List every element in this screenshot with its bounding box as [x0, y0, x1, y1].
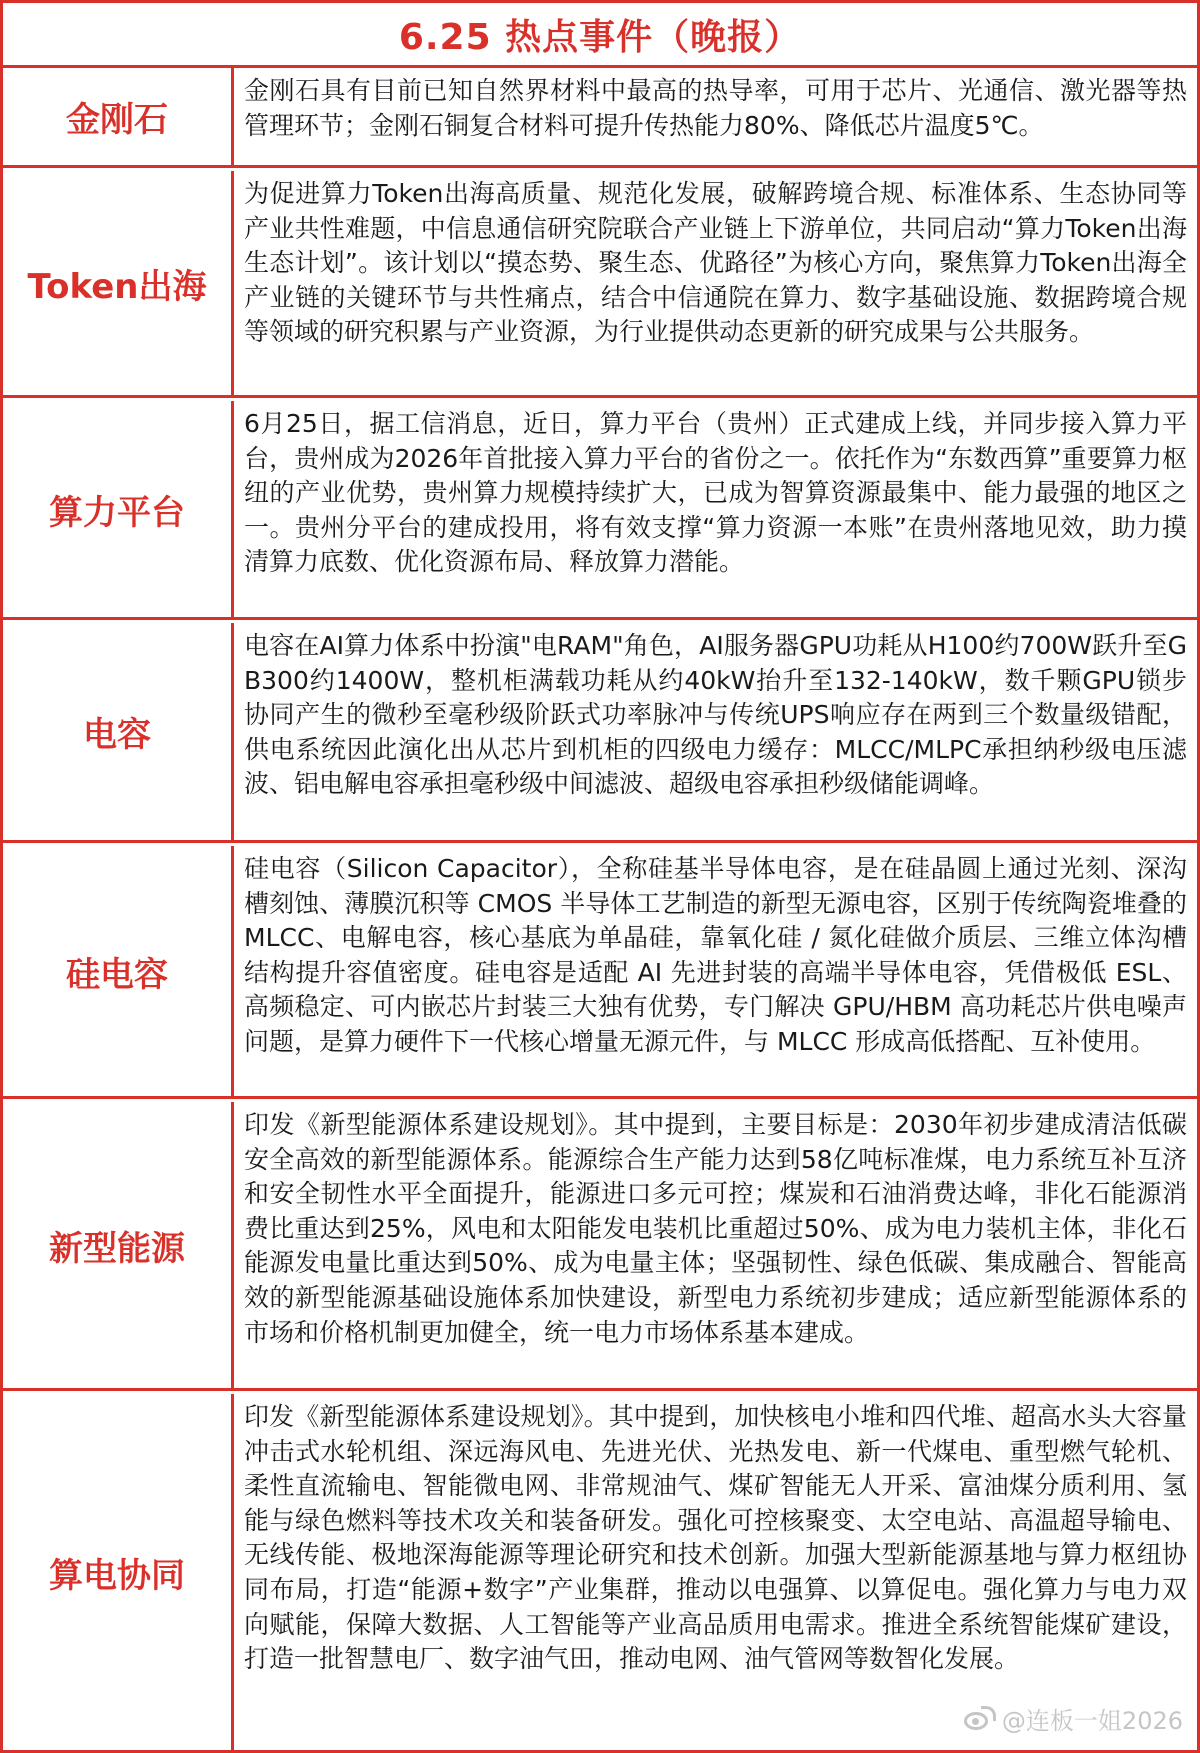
row-label-cell [3, 68, 234, 165]
row-label: 金刚石 [66, 100, 168, 140]
row-text: 为促进算力Token出海高质量、规范化发展，破解跨境合规、标准体系、生态协同等产业共性难题，中信息通信研究院联合产业链上下游单位，共同启动“算力Token出海生态计划”。该计划以“摸态势、聚生态、优路径”为核心方向，聚焦算力Token出海全产业链的关键环节与共性痛点，结合中信通院在算力、数字基础设施、数据跨境合规等领域的研究积累与产业资源，为行业提供动态更新的研究成果与公共服务。 [244, 179, 1187, 347]
row-label: 电容 [83, 715, 151, 755]
row-label: 算电协同 [49, 1555, 185, 1596]
row-body-cell [234, 171, 1197, 395]
row-label-cell [3, 401, 234, 617]
row-text: 印发《新型能源体系建设规划》。其中提到，主要目标是：2030年初步建成清洁低碳安全高效的新型能源体系。能源综合生产能力达到58亿吨标准煤，电力系统互补互济和安全韧性水平全面提升，能源进口多元可控；煤炭和石油消费达峰，非化石能源消费比重达到25%，风电和太阳能发电装机比重超过50%、成为电力装机主体，非化石能源发电量比重达到50%、成为电量主体；坚强韧性、绿色低碳、集成融合、智能高效的新型能源基础设施体系加快建设，新型电力系统初步建成；适应新型能源体系的市场和价格机制更加健全，统一电力市场体系基本建成。 [244, 1110, 1187, 1347]
table-row [3, 1102, 1197, 1391]
table-row [3, 1394, 1197, 1750]
row-body-cell [234, 623, 1197, 840]
title-row [3, 3, 1197, 68]
row-text: 印发《新型能源体系建设规划》。其中提到，加快核电小堆和四代堆、超高水头大容量冲击式水轮机组、深远海风电、先进光伏、光热发电、新一代煤电、重型燃气轮机、柔性直流输电、智能微电网、非常规油气、煤矿智能无人开采、富油煤分质利用、氢能与绿色燃料等技术攻关和装备研发。强化可控核聚变、太空电站、高温超导输电、无线传能、极地深海能源等理论研究和技术创新。加强大型新能源基地与算力枢纽协同布局，打造“能源+数字”产业集群，推动以电强算、以算促电。强化算力与电力双向赋能，保障大数据、人工智能等产业高品质用电需求。推进全系统智能煤矿建设，打造一批智慧电厂、数字油气田，推动电网、油气管网等数智化发展。 [244, 1402, 1187, 1674]
table-row [3, 623, 1197, 843]
table-row [3, 401, 1197, 620]
row-text: 硅电容（Silicon Capacitor），全称硅基半导体电容，是在硅晶圆上通过光刻、深沟槽刻蚀、薄膜沉积等 CMOS 半导体工艺制造的新型无源电容，区别于传统陶瓷堆叠的 MLCC、电解电容，核心基底为单晶硅，靠氧化硅 / 氮化硅做介质层、三维立体沟槽结构提升容值密度。硅电容是适配 AI 先进封装的高端半导体电容，凭借极低 ESL、高频稳定、可内嵌芯片封装三大独有优势，专门解决 GPU/HBM 高功耗芯片供电噪声问题，是算力硬件下一代核心增量无源元件，与 MLCC 形成高低搭配、互补使用。 [244, 854, 1187, 1056]
row-text: 金刚石具有目前已知自然界材料中最高的热导率，可用于芯片、光通信、激光器等热管理环节；金刚石铜复合材料可提升传热能力80%、降低芯片温度5℃。 [244, 76, 1187, 140]
row-body-cell [234, 68, 1197, 165]
row-body-cell [234, 1102, 1197, 1388]
row-label: 新型能源 [49, 1228, 185, 1269]
table-row [3, 846, 1197, 1099]
row-text: 6月25日，据工信消息，近日，算力平台（贵州）正式建成上线，并同步接入算力平台，贵州成为2026年首批接入算力平台的省份之一。依托作为“东数西算”重要算力枢纽的产业优势，贵州算力规模持续扩大，已成为智算资源最集中、能力最强的地区之一。贵州分平台的建成投用，将有效支撑“算力资源一本账”在贵州落地见效，助力摸清算力底数、优化资源布局、释放算力潜能。 [244, 409, 1187, 577]
row-label: 硅电容 [66, 954, 168, 995]
row-label: 算力平台 [49, 492, 185, 533]
row-text: 电容在AI算力体系中扮演"电RAM"角色，AI服务器GPU功耗从H100约700W跃升至GB300约1400W，整机柜满载功耗从约40kW抬升至132-140kW，数千颗GPU锁步协同产生的微秒至毫秒级阶跃式功率脉冲与传统UPS响应存在两到三个数量级错配，供电系统因此演化出从芯片到机柜的四级电力缓存：MLCC/MLPC承担纳秒级电压滤波、铝电解电容承担毫秒级中间滤波、超级电容承担秒级储能调峰。 [244, 631, 1187, 799]
watermark [962, 1701, 1183, 1736]
row-label-cell [3, 1394, 234, 1750]
table-row [3, 171, 1197, 398]
row-body-cell [234, 401, 1197, 617]
row-label-cell [3, 623, 234, 840]
row-label: Token出海 [27, 266, 207, 307]
row-body-cell [234, 846, 1197, 1096]
table-row [3, 68, 1197, 168]
row-body-cell [234, 1394, 1197, 1750]
watermark-text: @连板一姐2026 [1001, 1707, 1183, 1735]
row-label-cell [3, 846, 234, 1096]
row-label-cell [3, 1102, 234, 1388]
weibo-icon [962, 1706, 996, 1732]
row-label-cell [3, 171, 234, 395]
page-title: 6.25 热点事件（晚报） [398, 16, 802, 58]
